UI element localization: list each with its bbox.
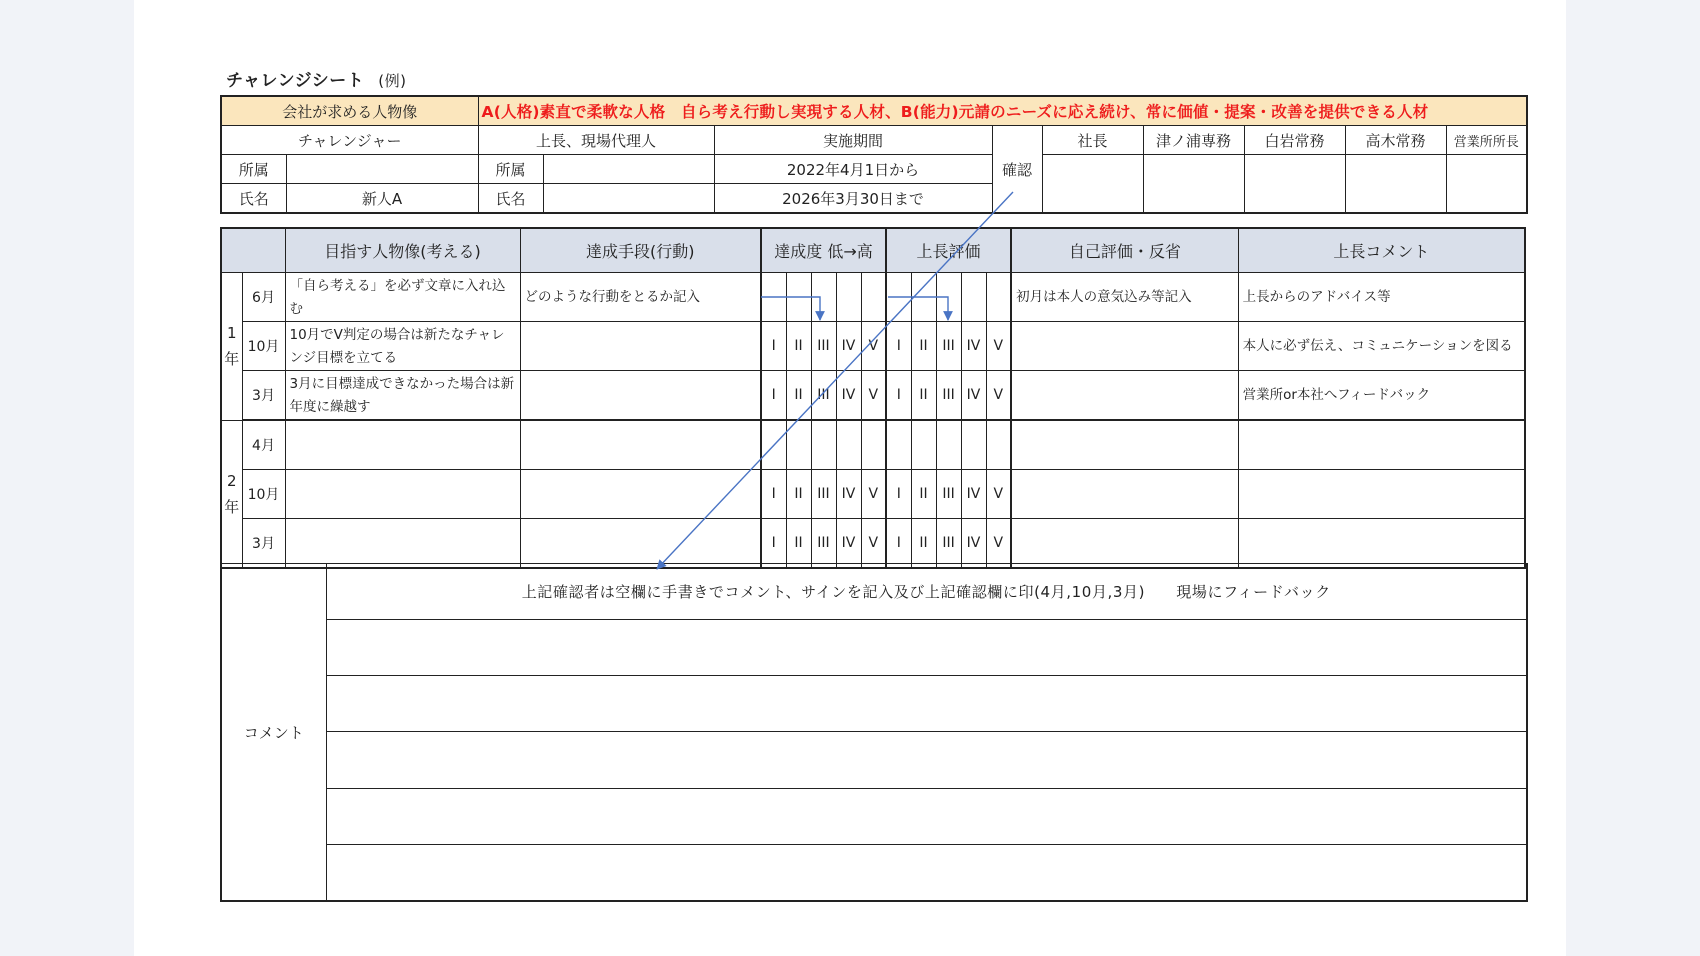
month-label: 10月 <box>242 470 285 519</box>
boss-eval-level-4[interactable]: IV <box>961 371 986 421</box>
month-label: 10月 <box>242 322 285 371</box>
method-cell[interactable] <box>520 519 761 569</box>
boss-eval-level-1[interactable]: I <box>886 322 911 371</box>
period-label: 実施期間 <box>714 126 992 155</box>
approver-director-shiraiwa: 白岩常務 <box>1244 126 1345 155</box>
method-cell[interactable]: どのような行動をとるか記入 <box>520 273 761 322</box>
boss-eval-level-3[interactable]: III <box>936 371 961 421</box>
stamp-box-director-takagi[interactable] <box>1345 155 1446 214</box>
achievement-level-1[interactable] <box>761 273 786 322</box>
boss-eval-level-2[interactable] <box>911 273 936 322</box>
goal-header: 目指す人物像(考える) <box>285 228 520 273</box>
comment-line[interactable] <box>326 676 1527 732</box>
boss-eval-level-1[interactable]: I <box>886 519 911 569</box>
boss-comment-cell[interactable]: 上長からのアドバイス等 <box>1238 273 1525 322</box>
achievement-level-3[interactable] <box>811 420 836 470</box>
month-label: 4月 <box>242 420 285 470</box>
goal-cell[interactable]: 10月でV判定の場合は新たなチャレンジ目標を立てる <box>285 322 520 371</box>
boss-comment-header: 上長コメント <box>1238 228 1525 273</box>
self-eval-header: 自己評価・反省 <box>1011 228 1238 273</box>
header-blank <box>221 228 285 273</box>
achievement-level-4[interactable]: IV <box>836 371 861 421</box>
supervisor-label: 上長、現場代理人 <box>478 126 714 155</box>
month-label: 3月 <box>242 371 285 421</box>
boss-eval-level-1[interactable]: I <box>886 470 911 519</box>
boss-eval-level-5[interactable]: V <box>986 519 1011 569</box>
method-header: 達成手段(行動) <box>520 228 761 273</box>
boss-comment-cell[interactable]: 本人に必ず伝え、コミュニケーションを図る <box>1238 322 1525 371</box>
requirement-label: 会社が求める人物像 <box>221 96 478 126</box>
achievement-level-4[interactable]: IV <box>836 322 861 371</box>
challenger-name-field[interactable]: 新人A <box>286 184 478 214</box>
supervisor-affiliation-field[interactable] <box>543 155 714 184</box>
method-cell[interactable] <box>520 470 761 519</box>
comment-line[interactable] <box>326 620 1527 676</box>
boss-eval-level-4[interactable] <box>961 273 986 322</box>
comment-table <box>220 563 1528 902</box>
goal-cell[interactable] <box>285 420 520 470</box>
year-label: 1 年 <box>221 273 242 421</box>
achievement-level-2[interactable]: II <box>786 322 811 371</box>
achievement-level-2[interactable]: II <box>786 371 811 421</box>
achievement-level-2[interactable]: II <box>786 470 811 519</box>
evaluation-table <box>220 227 1526 569</box>
boss-eval-level-3[interactable]: III <box>936 470 961 519</box>
stamp-box-director-shiraiwa[interactable] <box>1244 155 1345 214</box>
period-end: 2026年3月30日まで <box>714 184 992 214</box>
boss-eval-level-4[interactable]: IV <box>961 322 986 371</box>
boss-comment-cell[interactable] <box>1238 470 1525 519</box>
achievement-level-2[interactable]: II <box>786 519 811 569</box>
period-start: 2022年4月1日から <box>714 155 992 184</box>
self-eval-cell[interactable] <box>1011 420 1238 470</box>
challenger-name-label: 氏名 <box>221 184 286 214</box>
achievement-level-4[interactable] <box>836 420 861 470</box>
achievement-level-5[interactable]: V <box>861 519 886 569</box>
challenger-label: チャレンジャー <box>221 126 478 155</box>
achievement-level-3[interactable]: III <box>811 371 836 421</box>
title-text: チャレンジシート <box>226 71 365 91</box>
achievement-level-1[interactable]: I <box>761 519 786 569</box>
boss-eval-level-5[interactable] <box>986 273 1011 322</box>
boss-eval-level-1[interactable]: I <box>886 371 911 421</box>
goal-cell[interactable]: 「自ら考える」を必ず文章に入れ込む <box>285 273 520 322</box>
stamp-box-branch-manager[interactable] <box>1446 155 1527 214</box>
approver-director-takagi: 高木常務 <box>1345 126 1446 155</box>
achievement-level-5[interactable] <box>861 273 886 322</box>
year-label: 2 年 <box>221 420 242 568</box>
goal-cell[interactable] <box>285 470 520 519</box>
approver-branch-manager: 営業所所長 <box>1446 126 1527 155</box>
achievement-level-5[interactable] <box>861 420 886 470</box>
boss-eval-level-5[interactable]: V <box>986 371 1011 421</box>
method-cell[interactable] <box>520 322 761 371</box>
comment-label: コメント <box>221 564 326 902</box>
month-label: 3月 <box>242 519 285 569</box>
boss-eval-level-5[interactable]: V <box>986 470 1011 519</box>
method-cell[interactable] <box>520 420 761 470</box>
header-table <box>220 95 1528 214</box>
boss-eval-level-4[interactable]: IV <box>961 470 986 519</box>
achievement-level-4[interactable]: IV <box>836 470 861 519</box>
comment-line[interactable] <box>326 844 1527 901</box>
achievement-level-1[interactable] <box>761 420 786 470</box>
achievement-level-1[interactable]: I <box>761 322 786 371</box>
boss-eval-level-4[interactable]: IV <box>961 519 986 569</box>
comment-hint: 上記確認者は空欄に手書きでコメント、サインを記入及び上記確認欄に印(4月,10月,3月) 現場にフィードバック <box>326 564 1527 620</box>
challenger-affiliation-label: 所属 <box>221 155 286 184</box>
boss-eval-level-3[interactable]: III <box>936 322 961 371</box>
achievement-level-5[interactable]: V <box>861 371 886 421</box>
boss-eval-level-2[interactable]: II <box>911 322 936 371</box>
confirm-label: 確認 <box>992 126 1042 214</box>
supervisor-name-field[interactable] <box>543 184 714 214</box>
boss-eval-header: 上長評価 <box>886 228 1011 273</box>
boss-eval-level-1[interactable] <box>886 273 911 322</box>
achievement-level-4[interactable]: IV <box>836 519 861 569</box>
title-note: (例) <box>378 72 407 90</box>
comment-line[interactable] <box>326 732 1527 788</box>
self-eval-cell[interactable] <box>1011 371 1238 421</box>
boss-eval-level-1[interactable] <box>886 420 911 470</box>
achievement-level-1[interactable]: I <box>761 371 786 421</box>
achievement-level-2[interactable] <box>786 420 811 470</box>
achievement-level-3[interactable]: III <box>811 470 836 519</box>
boss-comment-cell[interactable] <box>1238 519 1525 569</box>
self-eval-cell[interactable] <box>1011 470 1238 519</box>
month-label: 6月 <box>242 273 285 322</box>
boss-eval-level-5[interactable] <box>986 420 1011 470</box>
achievement-level-3[interactable]: III <box>811 322 836 371</box>
goal-cell[interactable]: 3月に目標達成できなかった場合は新年度に繰越す <box>285 371 520 421</box>
boss-eval-level-2[interactable]: II <box>911 470 936 519</box>
self-eval-cell[interactable] <box>1011 322 1238 371</box>
achievement-level-3[interactable] <box>811 273 836 322</box>
achievement-level-5[interactable]: V <box>861 470 886 519</box>
self-eval-cell[interactable] <box>1011 519 1238 569</box>
boss-eval-level-2[interactable] <box>911 420 936 470</box>
boss-comment-cell[interactable] <box>1238 420 1525 470</box>
boss-eval-level-3[interactable]: III <box>936 519 961 569</box>
approver-president: 社長 <box>1042 126 1143 155</box>
boss-eval-level-2[interactable]: II <box>911 519 936 569</box>
boss-eval-level-3[interactable] <box>936 420 961 470</box>
stamp-box-president[interactable] <box>1042 155 1143 214</box>
boss-eval-level-4[interactable] <box>961 420 986 470</box>
approver-senior-director: 津ノ浦専務 <box>1143 126 1244 155</box>
comment-line[interactable] <box>326 788 1527 844</box>
boss-comment-cell[interactable]: 営業所or本社へフィードバック <box>1238 371 1525 421</box>
requirement-text: A(人格)素直で柔軟な人格 自ら考え行動し実現する人材、B(能力)元請のニーズに応え続け、常に価値・提案・改善を提供できる人材 <box>478 96 1527 126</box>
goal-cell[interactable] <box>285 519 520 569</box>
achievement-level-1[interactable]: I <box>761 470 786 519</box>
self-eval-cell[interactable]: 初月は本人の意気込み等記入 <box>1011 273 1238 322</box>
achievement-level-2[interactable] <box>786 273 811 322</box>
achievement-header: 達成度 低→高 <box>761 228 886 273</box>
achievement-level-4[interactable] <box>836 273 861 322</box>
boss-eval-level-3[interactable] <box>936 273 961 322</box>
supervisor-affiliation-label: 所属 <box>478 155 543 184</box>
achievement-level-3[interactable]: III <box>811 519 836 569</box>
supervisor-name-label: 氏名 <box>478 184 543 214</box>
stamp-box-senior-director[interactable] <box>1143 155 1244 214</box>
challenger-affiliation-field[interactable] <box>286 155 478 184</box>
method-cell[interactable] <box>520 371 761 421</box>
sheet-title <box>226 66 406 91</box>
boss-eval-level-5[interactable]: V <box>986 322 1011 371</box>
achievement-level-5[interactable]: V <box>861 322 886 371</box>
boss-eval-level-2[interactable]: II <box>911 371 936 421</box>
